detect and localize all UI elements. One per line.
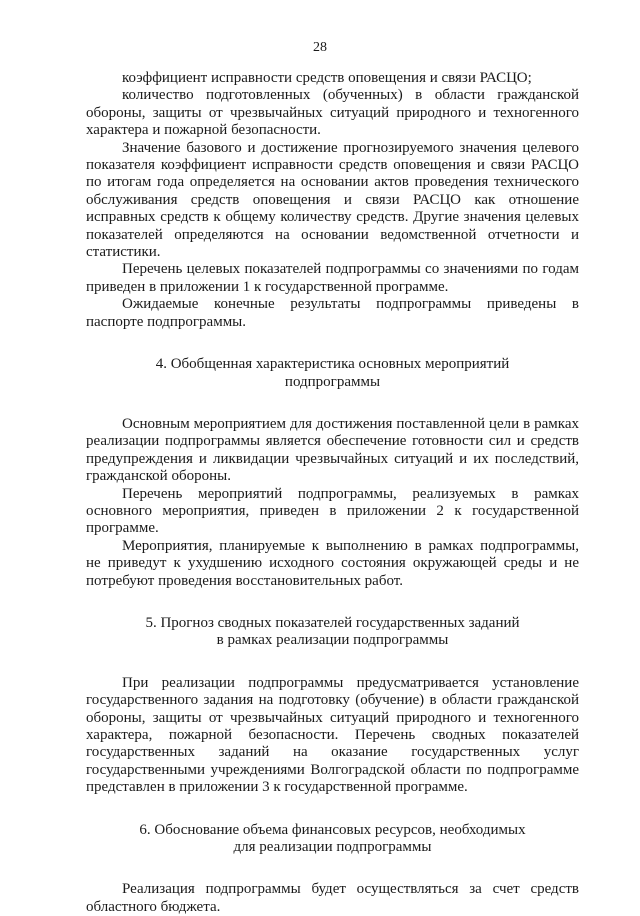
heading-line: в рамках реализации подпрограммы — [216, 632, 449, 649]
section-6-heading — [86, 822, 579, 857]
paragraph: Ожидаемые конечные результаты подпрограммы приведены в паспорте подпрограммы. — [86, 296, 579, 330]
paragraph: При реализации подпрограммы предусматривается установление государственного задания на подготовку (обучение) в области гражданской обороны, защиты от чрезвычайных ситуаций природного и техногенного характера, пожарной безопасности. Перечень сводных показателей государственных заданий на оказание государственных услуг государственными учреждениями Волгоградской области по подпрограмме представлен в приложении 3 к государственной программе. — [86, 674, 579, 796]
paragraph: коэффициент исправности средств оповещения и связи РАСЦО; — [122, 70, 532, 86]
page-content — [86, 70, 579, 916]
page-number: 28 — [313, 40, 327, 55]
heading-line: 4. Обобщенная характеристика основных мероприятий — [155, 356, 510, 373]
section-4-heading — [86, 356, 579, 391]
section-5-heading — [86, 615, 579, 650]
paragraph: Перечень целевых показателей подпрограммы со значениями по годам приведен в приложении 1 к государственной программе. — [86, 261, 579, 295]
paragraph: Перечень мероприятий подпрограммы, реализуемых в рамках основного мероприятия, приведен в приложении 2 к государственной программе. — [86, 485, 579, 537]
heading-line: для реализации подпрограммы — [233, 839, 432, 856]
paragraph: Реализация подпрограммы будет осуществляться за счет средств областного бюджета. — [86, 881, 579, 915]
paragraph: Значение базового и достижение прогнозируемого значения целевого показателя коэффициент исправности средств оповещения и связи РАСЦО по итогам года определяется на основании актов проведения технического обслуживания средств оповещения и связи РАСЦО как отношение исправных средств к общему количеству средств. Другие значения целевых показателей определяются на основании ведомственной отчетности и статистики. — [86, 139, 579, 261]
paragraph: количество подготовленных (обученных) в области гражданской обороны, защиты от чрезвычайных ситуаций природного и техногенного характера и пожарной безопасности. — [86, 87, 579, 139]
heading-line: 6. Обоснование объема финансовых ресурсов, необходимых — [139, 821, 526, 838]
heading-line: 5. Прогноз сводных показателей государственных заданий — [145, 614, 520, 631]
heading-line: подпрограммы — [284, 373, 381, 390]
paragraph: Основным мероприятием для достижения поставленной цели в рамках реализации подпрограммы является обеспечение готовности сил и средств предупреждения и ликвидации чрезвычайных ситуаций и их последствий, гражданской обороны. — [86, 415, 579, 485]
paragraph: Мероприятия, планируемые к выполнению в рамках подпрограммы, не приведут к ухудшению исходного состояния окружающей среды и не потребуют проведения восстановительных работ. — [86, 537, 579, 589]
